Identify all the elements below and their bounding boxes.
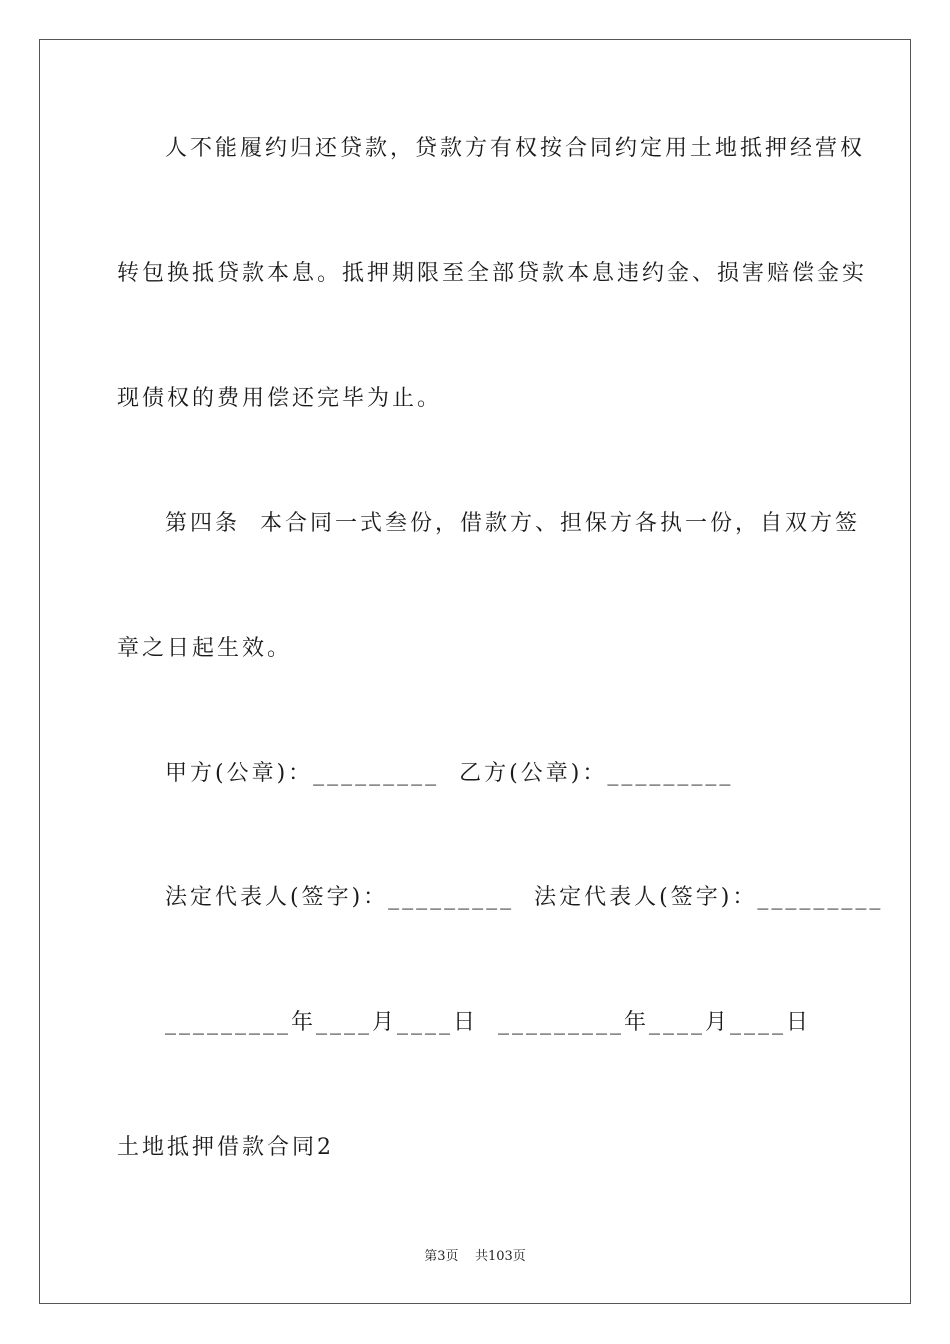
party-seal-line: 甲方(公章)：_________ 乙方(公章)：_________: [165, 761, 734, 786]
article-four-text: 第四条 本合同一式叁份，借款方、担保方各执一份，自双方签: [165, 511, 860, 536]
representative-signature-line: 法定代表人(签字)：_________ 法定代表人(签字)：_________: [165, 885, 884, 910]
body-text-line: 现债权的费用偿还完毕为止。: [117, 386, 443, 411]
body-text-line: 人不能履约归还贷款，贷款方有权按合同约定用土地抵押经营权: [165, 136, 866, 161]
section-title: 土地抵押借款合同2: [117, 1135, 334, 1160]
body-text-line: 章之日起生效。: [117, 636, 293, 661]
date-line: _________年____月____日 _________年____月____日: [165, 1010, 811, 1035]
page-border: [39, 39, 911, 1304]
page-footer: 第3页 共103页: [424, 1249, 526, 1264]
body-text-line: 转包换抵贷款本息。抵押期限至全部贷款本息违约金、损害赔偿金实: [117, 261, 868, 286]
